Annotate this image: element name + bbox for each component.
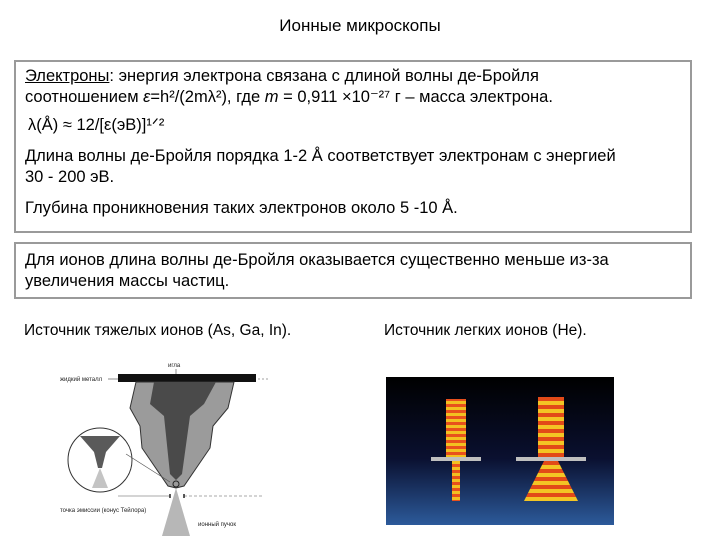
electrons-line-6: Глубина проникновения таких электронов около 5 -10 Å. (25, 199, 458, 217)
mass-symbol: m (264, 88, 279, 106)
ions-line-2: увеличения массы частиц. (25, 272, 230, 290)
electrons-term: Электроны (25, 67, 110, 85)
light-ion-source-caption: Источник легких ионов (He). (384, 322, 587, 339)
electrons-info-box (14, 60, 692, 233)
electrons-line-2: соотношением ε=h²/(2mλ²), где m = 0,911 ×10⁻²⁷ г – масса электрона. (25, 88, 553, 106)
emission-point-label: точка эмиссии (конус Тейлора) (60, 508, 147, 514)
heavy-ion-source-caption: Источник тяжелых ионов (As, Ga, In). (24, 322, 292, 339)
ion-beam-label: ионный пучок (198, 522, 236, 528)
wavelength-formula: λ(Å) ≈ 12/[ε(эВ)]¹ᐟ² (28, 116, 165, 134)
ions-line-1: Для ионов длина волны де-Бройля оказывается существенно меньше из-за (25, 251, 609, 269)
liquid-metal-label: жидкий металл (60, 377, 103, 383)
needle-label: игла (168, 363, 181, 369)
electrons-line-5: 30 - 200 эВ. (25, 168, 115, 186)
slide-title: Ионные микроскопы (279, 16, 441, 35)
ions-info-box (14, 242, 692, 299)
electrons-line-1: Электроны: энергия электрона связана с длиной волны де-Бройля (25, 67, 539, 85)
electrons-line-4: Длина волны де-Бройля порядка 1-2 Å соответствует электронам с энергией (25, 147, 616, 165)
helium-ion-source-image (386, 377, 614, 525)
liquid-metal-ion-source-diagram (58, 356, 276, 536)
epsilon-symbol: ε (143, 88, 151, 106)
